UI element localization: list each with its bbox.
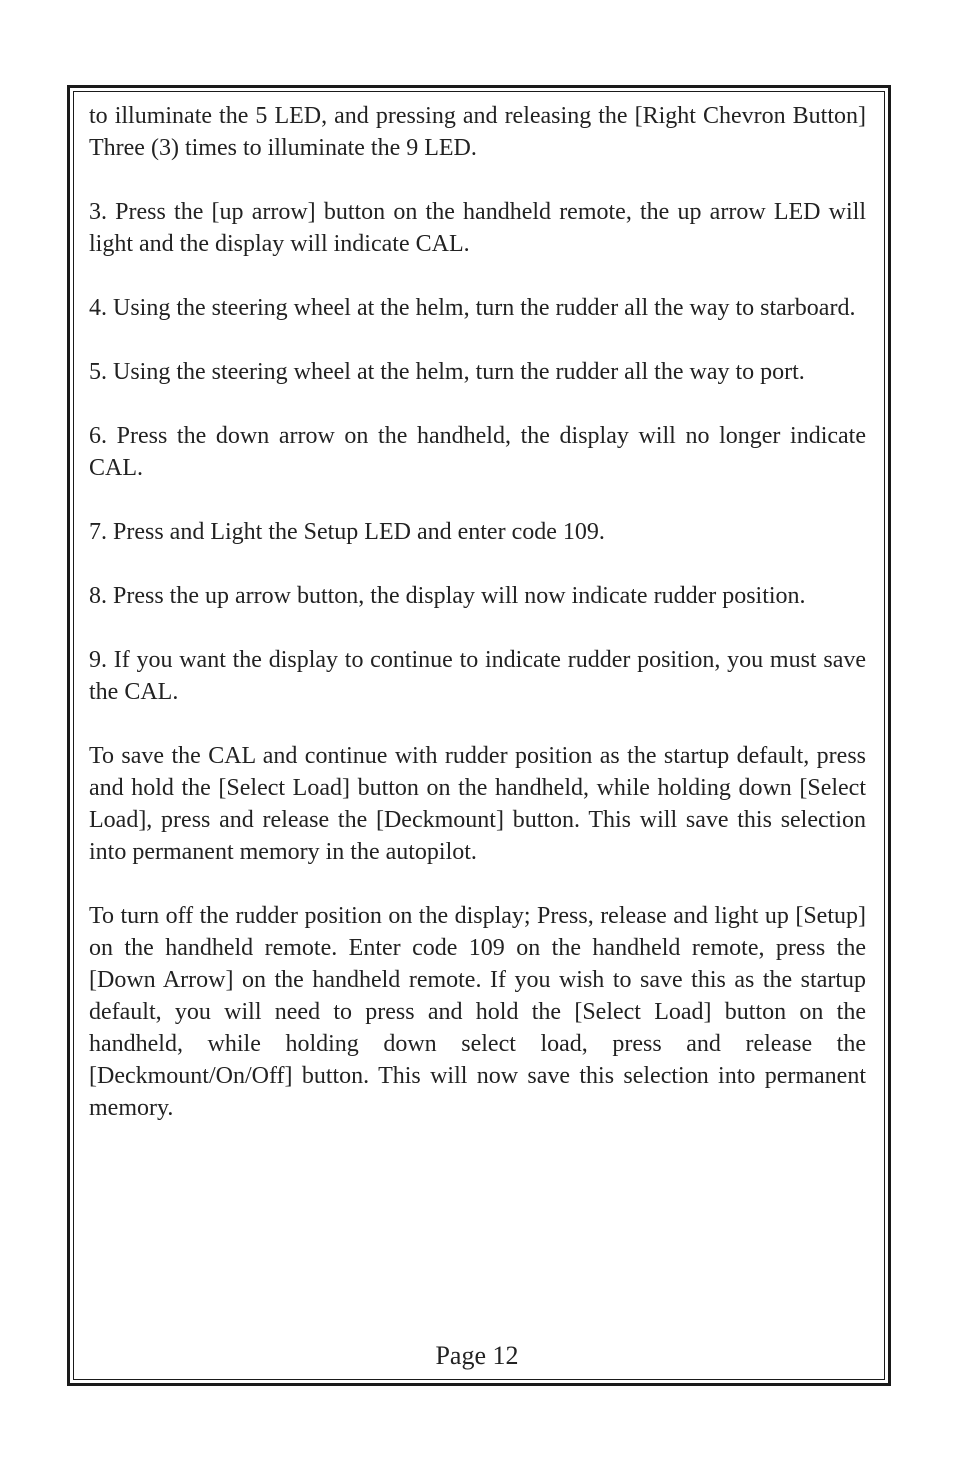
- paragraph-led-continuation: to illuminate the 5 LED, and pressing and releasing the [Right Chevron Button] Three (3) times to illuminate the 9 LED.: [89, 103, 866, 161]
- paragraph-step-9: 9. If you want the display to continue to indicate rudder position, you must save the CAL.: [89, 647, 866, 705]
- paragraph-step-3: 3. Press the [up arrow] button on the handheld remote, the up arrow LED will light and the display will indicate CAL.: [89, 199, 866, 257]
- paragraph-step-7: 7. Press and Light the Setup LED and enter code 109.: [89, 519, 605, 545]
- paragraph-step-8: 8. Press the up arrow button, the display will now indicate rudder position.: [89, 583, 806, 609]
- document-body: [89, 100, 866, 1156]
- paragraph-save-cal: To save the CAL and continue with rudder position as the startup default, press and hold the [Select Load] button on the handheld, while holding down [Select Load], press and release the [Deckmount] button. This will save this selection into permanent memory in the autopilot.: [89, 743, 866, 865]
- paragraph-step-5: 5. Using the steering wheel at the helm, turn the rudder all the way to port.: [89, 359, 805, 385]
- paragraph-step-6: 6. Press the down arrow on the handheld, the display will no longer indicate CAL.: [89, 423, 866, 481]
- page-number: Page 12: [435, 1341, 519, 1370]
- paragraph-step-4: 4. Using the steering wheel at the helm, turn the rudder all the way to starboard.: [89, 295, 856, 321]
- paragraph-turn-off-rudder: To turn off the rudder position on the display; Press, release and light up [Setup] on the handheld remote. Enter code 109 on the handheld remote, press the [Down Arrow] on the handheld remote. If you wish to save this as the startup default, you will need to press and hold the [Select Load] button on the handheld, while holding down select load, press and release the [Deckmount/On/Off] button. This will now save this selection into permanent memory.: [89, 903, 866, 1121]
